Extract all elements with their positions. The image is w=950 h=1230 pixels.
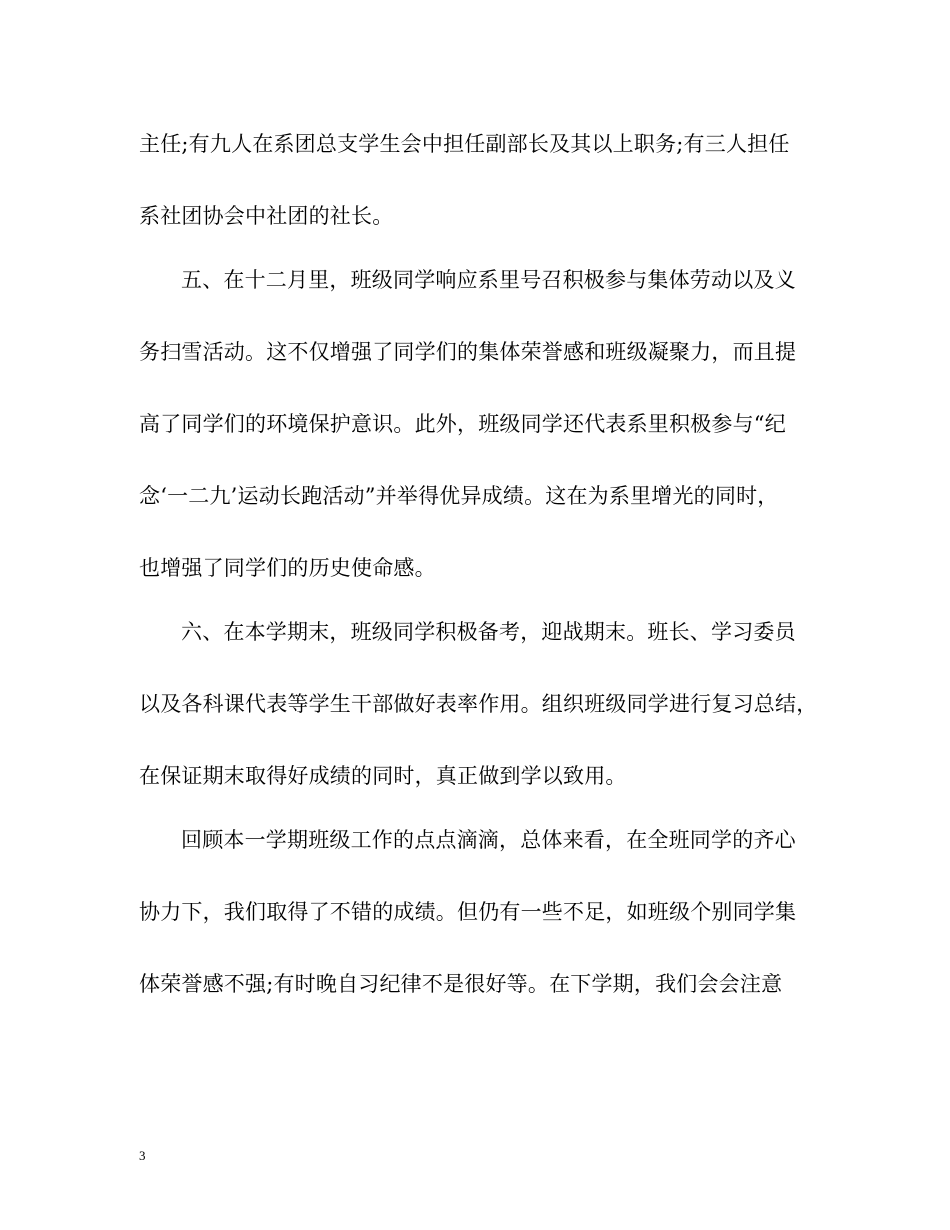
text-line: 也增强了同学们的历史使命感。 bbox=[139, 556, 436, 580]
text-line: 念‘一二九’运动长跑活动”并举得优异成绩。这在为系里增光的同时， bbox=[139, 484, 779, 508]
paragraph-start-line: 五、在十二月里，班级同学响应系里号召积极参与集体劳动以及义 bbox=[181, 268, 796, 292]
text-line: 体荣誉感不强;有时晚自习纪律不是很好等。在下学期，我们会会注意 bbox=[139, 972, 783, 996]
text-line: 在保证期末取得好成绩的同时，真正做到学以致用。 bbox=[139, 764, 627, 788]
text-line: 务扫雪活动。这不仅增强了同学们的集体荣誉感和班级凝聚力，而且提 bbox=[139, 340, 797, 364]
paragraph-start-line: 回顾本一学期班级工作的点点滴滴，总体来看，在全班同学的齐心 bbox=[181, 828, 796, 852]
paragraph-start-line: 六、在本学期末，班级同学积极备考，迎战期末。班长、学习委员 bbox=[181, 620, 796, 644]
text-line: 系社团协会中社团的社长。 bbox=[139, 204, 394, 228]
text-line: 高了同学们的环境保护意识。此外，班级同学还代表系里积极参与“纪 bbox=[139, 412, 786, 436]
text-line: 协力下，我们取得了不错的成绩。但仍有一些不足，如班级个别同学集 bbox=[139, 900, 797, 924]
text-line: 主任;有九人在系团总支学生会中担任副部长及其以上职务;有三人担任 bbox=[139, 132, 790, 156]
page-number: 3 bbox=[139, 1148, 146, 1163]
text-line: 以及各科课代表等学生干部做好表率作用。组织班级同学进行复习总结， bbox=[139, 692, 818, 716]
